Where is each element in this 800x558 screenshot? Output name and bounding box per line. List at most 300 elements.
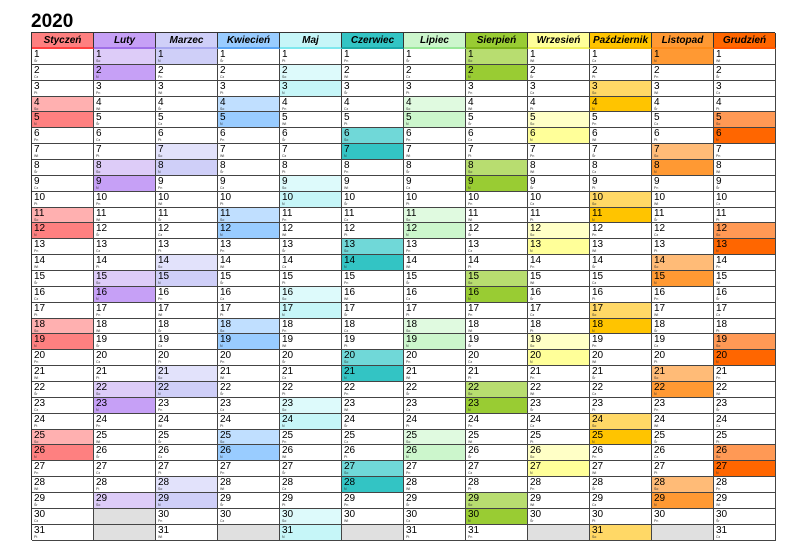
day-number: 23: [220, 397, 232, 409]
weekday-label: Pt: [96, 154, 100, 159]
weekday-label: Cz: [716, 534, 721, 539]
day-cell: [280, 144, 342, 160]
weekday-label: N: [406, 233, 409, 238]
day-cell: [280, 414, 342, 430]
day-number: 20: [282, 350, 294, 362]
day-number: 20: [530, 350, 542, 362]
day-number: 15: [158, 271, 170, 283]
day-number: 12: [220, 223, 232, 235]
day-cell: [280, 493, 342, 509]
day-cell: [528, 398, 590, 414]
day-number: 9: [468, 175, 474, 187]
day-cell: [404, 287, 466, 303]
day-number: 12: [654, 223, 666, 235]
day-cell: [94, 445, 156, 461]
day-number: 6: [96, 128, 102, 140]
weekday-label: Cz: [406, 518, 411, 523]
day-number: 18: [716, 318, 728, 330]
weekday-label: Śr: [716, 407, 720, 412]
day-cell: [590, 208, 652, 224]
weekday-label: N: [530, 360, 533, 365]
month-header: Sierpień: [466, 33, 528, 49]
day-number: 30: [530, 508, 542, 520]
day-number: 26: [344, 445, 356, 457]
day-cell: [652, 160, 714, 176]
day-number: 24: [96, 413, 108, 425]
day-number: 9: [282, 175, 288, 187]
day-number: 5: [34, 112, 40, 124]
weekday-label: Cz: [716, 312, 721, 317]
day-number: 2: [654, 64, 660, 76]
weekday-label: So: [406, 328, 411, 333]
day-cell: [156, 493, 218, 509]
day-number: 10: [468, 191, 480, 203]
day-cell: [280, 65, 342, 81]
day-cell: [652, 192, 714, 208]
day-cell: [528, 128, 590, 144]
weekday-label: Śr: [530, 296, 534, 301]
weekday-label: Pn: [282, 217, 287, 222]
weekday-label: Pn: [468, 423, 473, 428]
empty-day-cell: [218, 525, 280, 541]
weekday-label: N: [96, 407, 99, 412]
day-cell: [590, 414, 652, 430]
day-cell: [528, 334, 590, 350]
weekday-label: Wt: [34, 154, 39, 159]
day-number: 28: [406, 477, 418, 489]
day-cell: [156, 461, 218, 477]
day-number: 14: [468, 255, 480, 267]
weekday-label: Cz: [530, 90, 535, 95]
weekday-label: N: [716, 360, 719, 365]
day-number: 7: [716, 144, 722, 156]
day-number: 13: [282, 239, 294, 251]
day-cell: [156, 271, 218, 287]
day-number: 26: [34, 445, 46, 457]
day-number: 14: [654, 255, 666, 267]
day-cell: [342, 97, 404, 113]
weekday-label: Wt: [282, 122, 287, 127]
weekday-label: Pt: [220, 201, 224, 206]
weekday-label: Cz: [34, 518, 39, 523]
weekday-label: Śr: [34, 503, 38, 508]
weekday-label: Pn: [344, 59, 349, 63]
weekday-label: Cz: [530, 423, 535, 428]
day-cell: [714, 350, 776, 366]
weekday-label: Wt: [654, 201, 659, 206]
weekday-label: Cz: [592, 170, 597, 175]
day-number: 18: [654, 318, 666, 330]
day-number: 13: [468, 239, 480, 251]
weekday-label: So: [468, 170, 473, 175]
weekday-label: N: [530, 138, 533, 143]
day-number: 24: [34, 413, 46, 425]
day-cell: [652, 49, 714, 65]
day-number: 8: [220, 160, 226, 172]
day-cell: [714, 81, 776, 97]
day-number: 27: [344, 461, 356, 473]
day-number: 11: [530, 207, 541, 219]
day-cell: [94, 112, 156, 128]
weekday-label: Cz: [406, 74, 411, 79]
weekday-label: Śr: [654, 328, 658, 333]
day-cell: [32, 493, 94, 509]
weekday-label: Cz: [220, 518, 225, 523]
weekday-label: Cz: [282, 487, 287, 492]
day-cell: [280, 334, 342, 350]
day-number: 19: [530, 334, 542, 346]
day-number: 2: [158, 64, 164, 76]
day-number: 5: [654, 112, 660, 124]
day-number: 3: [96, 80, 102, 92]
day-cell: [466, 208, 528, 224]
weekday-label: Śr: [592, 154, 596, 159]
day-cell: [714, 192, 776, 208]
weekday-label: Cz: [654, 455, 659, 460]
day-cell: [528, 430, 590, 446]
day-number: 3: [468, 80, 474, 92]
weekday-label: So: [344, 360, 349, 365]
day-cell: [590, 97, 652, 113]
weekday-label: Pn: [468, 534, 473, 539]
day-cell: [466, 525, 528, 541]
weekday-label: N: [716, 249, 719, 254]
day-number: 18: [158, 318, 170, 330]
day-cell: [94, 414, 156, 430]
day-number: 1: [158, 49, 164, 60]
day-number: 15: [406, 271, 418, 283]
day-cell: [32, 255, 94, 271]
day-number: 31: [468, 524, 480, 536]
day-number: 6: [468, 128, 474, 140]
day-number: 9: [654, 175, 660, 187]
day-number: 4: [592, 96, 598, 108]
day-number: 8: [96, 160, 102, 172]
month-header: Lipiec: [404, 33, 466, 49]
day-cell: [652, 128, 714, 144]
weekday-label: Wt: [344, 296, 349, 301]
day-number: 2: [592, 64, 598, 76]
day-cell: [404, 176, 466, 192]
day-cell: [342, 128, 404, 144]
weekday-label: N: [158, 503, 161, 508]
day-number: 10: [220, 191, 232, 203]
weekday-label: Pt: [468, 376, 472, 381]
day-number: 14: [716, 255, 728, 267]
day-number: 24: [344, 413, 356, 425]
weekday-label: So: [96, 281, 101, 286]
weekday-label: N: [344, 487, 347, 492]
day-cell: [528, 144, 590, 160]
day-number: 26: [406, 445, 418, 457]
day-cell: [156, 97, 218, 113]
day-number: 21: [96, 366, 108, 378]
day-cell: [404, 160, 466, 176]
day-cell: [94, 350, 156, 366]
day-number: 29: [158, 493, 170, 505]
weekday-label: Pn: [34, 471, 39, 476]
day-number: 14: [220, 255, 232, 267]
day-number: 20: [406, 350, 418, 362]
day-cell: [218, 477, 280, 493]
weekday-label: N: [654, 392, 657, 397]
day-cell: [652, 97, 714, 113]
weekday-label: Pn: [592, 455, 597, 460]
day-number: 22: [592, 382, 604, 394]
day-cell: [156, 303, 218, 319]
day-cell: [714, 493, 776, 509]
day-cell: [342, 398, 404, 414]
weekday-label: So: [96, 59, 101, 63]
weekday-label: Cz: [468, 138, 473, 143]
day-number: 31: [716, 524, 728, 536]
day-number: 27: [530, 461, 542, 473]
weekday-label: Pt: [282, 170, 286, 175]
day-number: 31: [592, 524, 604, 536]
day-cell: [652, 287, 714, 303]
weekday-label: Wt: [468, 217, 473, 222]
weekday-label: So: [468, 59, 473, 63]
day-number: 30: [34, 508, 46, 520]
day-cell: [342, 223, 404, 239]
weekday-label: So: [96, 170, 101, 175]
day-cell: [466, 128, 528, 144]
day-number: 1: [654, 49, 660, 60]
weekday-label: Pn: [96, 423, 101, 428]
day-cell: [94, 176, 156, 192]
day-cell: [590, 160, 652, 176]
day-cell: [32, 477, 94, 493]
weekday-label: Cz: [592, 59, 597, 63]
day-cell: [528, 414, 590, 430]
weekday-label: Wt: [530, 59, 535, 63]
weekday-label: Cz: [220, 185, 225, 190]
day-number: 8: [592, 160, 598, 172]
weekday-label: Pn: [282, 106, 287, 111]
weekday-label: N: [344, 154, 347, 159]
day-cell: [280, 525, 342, 541]
day-cell: [32, 176, 94, 192]
day-cell: [342, 287, 404, 303]
weekday-label: Pn: [654, 74, 659, 79]
day-number: 27: [96, 461, 108, 473]
day-number: 3: [406, 80, 412, 92]
day-cell: [528, 303, 590, 319]
day-number: 2: [96, 64, 102, 76]
day-cell: [714, 398, 776, 414]
weekday-label: Śr: [716, 518, 720, 523]
weekday-label: N: [654, 281, 657, 286]
day-cell: [156, 445, 218, 461]
day-cell: [590, 477, 652, 493]
weekday-label: Śr: [468, 455, 472, 460]
day-cell: [32, 382, 94, 398]
weekday-label: Wt: [654, 423, 659, 428]
day-cell: [528, 350, 590, 366]
weekday-label: N: [716, 471, 719, 476]
day-number: 31: [282, 524, 294, 536]
day-cell: [218, 208, 280, 224]
day-number: 18: [344, 318, 356, 330]
day-number: 3: [716, 80, 722, 92]
day-number: 11: [282, 207, 293, 219]
day-cell: [342, 334, 404, 350]
day-number: 22: [716, 382, 728, 394]
day-cell: [714, 303, 776, 319]
day-number: 25: [530, 429, 542, 441]
day-number: 7: [592, 144, 598, 156]
month-header: Marzec: [156, 33, 218, 49]
day-cell: [466, 49, 528, 65]
day-cell: [32, 97, 94, 113]
day-number: 23: [654, 397, 666, 409]
day-number: 6: [592, 128, 598, 140]
day-cell: [32, 414, 94, 430]
empty-day-cell: [528, 525, 590, 541]
day-cell: [404, 144, 466, 160]
day-cell: [404, 477, 466, 493]
day-number: 24: [468, 413, 480, 425]
weekday-label: So: [530, 455, 535, 460]
day-cell: [94, 430, 156, 446]
day-cell: [94, 271, 156, 287]
weekday-label: Pn: [158, 74, 163, 79]
day-cell: [156, 128, 218, 144]
weekday-label: So: [220, 439, 225, 444]
day-number: 24: [406, 413, 418, 425]
weekday-label: So: [282, 296, 287, 301]
day-cell: [218, 81, 280, 97]
day-number: 29: [96, 493, 108, 505]
day-number: 15: [654, 271, 666, 283]
day-number: 3: [34, 80, 40, 92]
day-cell: [404, 81, 466, 97]
day-number: 19: [96, 334, 108, 346]
weekday-label: Cz: [158, 122, 163, 127]
day-number: 30: [468, 508, 480, 520]
day-cell: [590, 176, 652, 192]
day-number: 6: [716, 128, 722, 140]
day-cell: [342, 493, 404, 509]
weekday-label: Śr: [34, 281, 38, 286]
day-number: 25: [654, 429, 666, 441]
weekday-label: Śr: [96, 122, 100, 127]
weekday-label: Pt: [406, 423, 410, 428]
day-cell: [280, 208, 342, 224]
weekday-label: Wt: [406, 154, 411, 159]
day-cell: [218, 97, 280, 113]
day-number: 26: [716, 445, 728, 457]
weekday-label: Pt: [592, 74, 596, 79]
day-cell: [714, 334, 776, 350]
weekday-label: Pn: [220, 471, 225, 476]
day-number: 21: [654, 366, 666, 378]
day-cell: [156, 81, 218, 97]
day-cell: [94, 334, 156, 350]
day-number: 4: [34, 96, 40, 108]
day-number: 5: [220, 112, 226, 124]
day-number: 6: [344, 128, 350, 140]
day-cell: [280, 81, 342, 97]
day-cell: [466, 271, 528, 287]
day-number: 19: [406, 334, 418, 346]
weekday-label: So: [34, 217, 39, 222]
weekday-label: N: [158, 59, 161, 63]
day-cell: [32, 65, 94, 81]
weekday-label: Cz: [282, 154, 287, 159]
weekday-label: Pt: [282, 392, 286, 397]
weekday-label: N: [654, 503, 657, 508]
day-cell: [528, 176, 590, 192]
weekday-label: Pt: [406, 312, 410, 317]
weekday-label: So: [468, 503, 473, 508]
day-number: 26: [468, 445, 480, 457]
weekday-label: Śr: [282, 138, 286, 143]
day-number: 23: [716, 397, 728, 409]
day-cell: [466, 192, 528, 208]
weekday-label: So: [468, 281, 473, 286]
day-cell: [528, 112, 590, 128]
weekday-label: Cz: [344, 328, 349, 333]
day-cell: [404, 366, 466, 382]
month-header: Czerwiec: [342, 33, 404, 49]
weekday-label: Pt: [158, 360, 162, 365]
weekday-label: Pt: [344, 344, 348, 349]
day-cell: [32, 509, 94, 525]
weekday-label: Cz: [654, 233, 659, 238]
day-number: 20: [34, 350, 46, 362]
weekday-label: Pn: [344, 281, 349, 286]
day-cell: [466, 176, 528, 192]
day-number: 9: [716, 175, 722, 187]
weekday-label: Pn: [158, 518, 163, 523]
day-cell: [590, 319, 652, 335]
day-number: 16: [530, 286, 542, 298]
day-number: 24: [654, 413, 666, 425]
weekday-label: Wt: [344, 185, 349, 190]
weekday-label: Pt: [592, 518, 596, 523]
day-number: 23: [344, 397, 356, 409]
day-number: 16: [716, 286, 728, 298]
day-cell: [342, 144, 404, 160]
day-number: 10: [654, 191, 666, 203]
weekday-label: Cz: [96, 471, 101, 476]
weekday-label: So: [592, 90, 597, 95]
day-cell: [280, 445, 342, 461]
day-cell: [218, 128, 280, 144]
weekday-label: Śr: [592, 487, 596, 492]
day-cell: [280, 509, 342, 525]
weekday-label: Pt: [716, 217, 720, 222]
day-number: 1: [34, 49, 40, 60]
day-cell: [94, 160, 156, 176]
day-cell: [652, 81, 714, 97]
day-number: 15: [344, 271, 356, 283]
day-number: 21: [282, 366, 294, 378]
weekday-label: Wt: [716, 392, 721, 397]
weekday-label: N: [344, 376, 347, 381]
day-number: 2: [406, 64, 412, 76]
day-cell: [590, 223, 652, 239]
weekday-label: So: [158, 376, 163, 381]
day-number: 10: [282, 191, 294, 203]
day-number: 30: [406, 508, 418, 520]
day-cell: [218, 49, 280, 65]
page-title: 2020: [31, 11, 74, 32]
day-cell: [94, 239, 156, 255]
day-number: 6: [406, 128, 412, 140]
weekday-label: Wt: [158, 90, 163, 95]
